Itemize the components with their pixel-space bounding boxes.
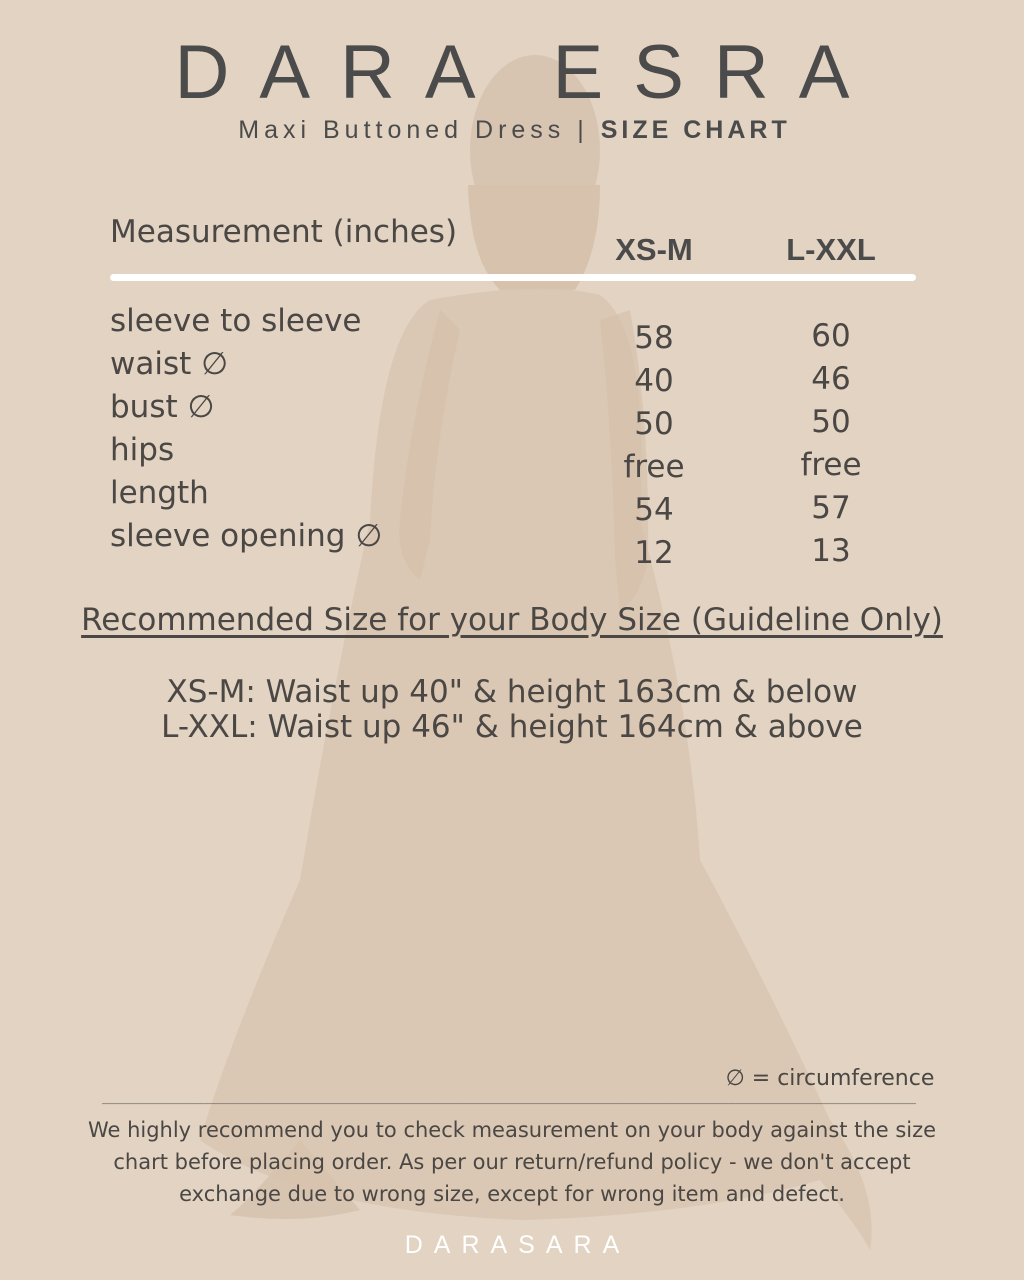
cell-waist-xs-m: 40 [634,363,674,399]
size-disclaimer: We highly recommend you to check measurement on your body against the size chart before placing order. As per our return/refund policy - we don't accept exchange due to wrong size, except for wrong item and defect. [87,1118,937,1206]
row-label-hips: hips [110,432,175,468]
cell-sleeve-opening-xs-m: 12 [634,535,674,571]
recommendation-xs-m: XS-M: Waist up 40" & height 163cm & below [166,674,858,710]
product-name: Maxi Buttoned Dress [238,116,566,144]
cell-bust-xs-m: 50 [634,406,674,442]
size-chart-label: SIZE CHART [600,116,791,144]
row-label-bust: bust ∅ [110,389,215,425]
subtitle-separator: | [577,116,589,144]
recommendation-title: Recommended Size for your Body Size (Guideline Only) [81,602,943,638]
cell-sleeve-opening-l-xxl: 13 [811,533,851,569]
brand-title: DARA ESRA [174,30,880,115]
cell-sleeve-to-sleeve-l-xxl: 60 [811,318,851,354]
circumference-legend: ∅ = circumference [725,1066,935,1091]
row-label-length: length [110,475,209,511]
footer-divider: ________________________________________________________________________________________________________ [102,1090,916,1105]
page-subtitle [0,116,1024,145]
row-label-sleeve-opening: sleeve opening ∅ [110,518,383,554]
measurement-header: Measurement (inches) [110,214,458,250]
header-divider [110,274,916,281]
row-label-waist: waist ∅ [110,346,229,382]
column-header-l-xxl: L-XXL [786,232,876,267]
cell-waist-l-xxl: 46 [811,361,851,397]
cell-hips-xs-m: free [623,449,685,485]
cell-sleeve-to-sleeve-xs-m: 58 [634,320,674,356]
column-header-xs-m: XS-M [615,232,693,267]
cell-length-xs-m: 54 [634,492,674,528]
row-label-sleeve-to-sleeve: sleeve to sleeve [110,303,362,339]
recommendation-l-xxl: L-XXL: Waist up 46" & height 164cm & above [161,709,863,745]
cell-length-l-xxl: 57 [811,490,851,526]
cell-bust-l-xxl: 50 [811,404,851,440]
footer-brand-logo: DARASARA [404,1231,631,1259]
cell-hips-l-xxl: free [800,447,862,483]
